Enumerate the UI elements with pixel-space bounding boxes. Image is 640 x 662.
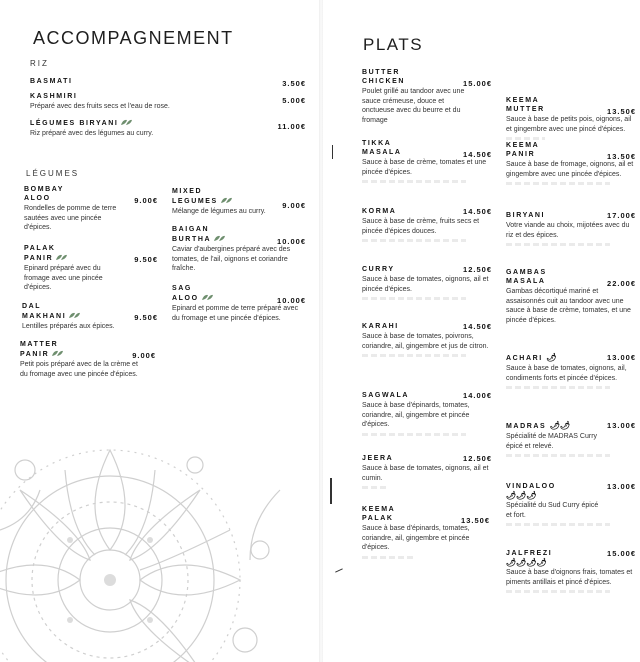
menu-item-korma: [362, 207, 492, 242]
legumes-heading: LÉGUMES: [26, 169, 80, 178]
faded-text: [362, 297, 466, 300]
accompagnement-title: ACCOMPAGNEMENT: [33, 28, 234, 48]
menu-item-achari: [506, 353, 636, 389]
decorative-stroke: [330, 478, 332, 504]
item-name: KEEMA: [362, 506, 396, 513]
item-price: 15.00€: [463, 79, 492, 88]
item-name: BASMATI: [30, 78, 73, 85]
item-price: 14.00€: [463, 391, 492, 400]
plats-title: PLATS: [363, 35, 424, 54]
item-description: Petit pois préparé avec de la crème et du fromage avec une pincée d'épices.: [20, 361, 138, 378]
item-name: KEEMA: [506, 97, 540, 104]
item-price: 13.50€: [607, 107, 636, 116]
item-name-2: PANIR: [506, 151, 536, 158]
leaf-icon: [51, 349, 64, 357]
faded-text: [362, 433, 466, 436]
item-price: 14.50€: [463, 207, 492, 216]
item-name-2: BURTHA: [172, 236, 212, 243]
menu-item-jeera: [362, 454, 492, 489]
item-description: Rondelles de pomme de terre sautées avec une pincée d'épices.: [24, 205, 117, 231]
item-name-2: PANIR: [24, 255, 54, 262]
item-name: MIXED: [172, 188, 203, 195]
chili-icon: 🌶: [546, 353, 557, 362]
item-price: 17.00€: [607, 211, 636, 220]
item-name: JALFREZI: [506, 550, 553, 557]
item-name: CURRY: [362, 266, 395, 273]
item-description: Riz préparé avec des légumes au curry.: [30, 130, 154, 137]
menu-item-curry: [362, 265, 492, 300]
item-name-2: CHICKEN: [362, 78, 406, 85]
item-description: Mélange de légumes au curry.: [172, 208, 266, 215]
leaf-icon: [68, 311, 81, 319]
menu-item-baigan-burtha: [172, 225, 306, 274]
menu-item-mixed-legumes: [172, 187, 306, 217]
item-price: 12.50€: [463, 454, 492, 463]
faded-text: [506, 454, 610, 457]
item-description: Sauce à base de tomates, oignons, ail et pincée d'épices.: [362, 276, 489, 293]
item-description: Spécialité de MADRAS Curry épicé et relevé.: [506, 433, 598, 450]
item-price: 9.50€: [134, 255, 158, 264]
faded-text: [506, 182, 610, 185]
item-description: Lentilles préparés aux épices.: [22, 323, 115, 330]
item-name: BAIGAN: [172, 226, 210, 233]
item-description: Votre viande au choix, mijotées avec du riz et des épices.: [506, 222, 630, 239]
item-price: 9.00€: [132, 351, 156, 360]
item-description: Sauce à base de crème, tomates et une pincée d'épices.: [362, 159, 487, 176]
leaf-icon: [220, 196, 233, 204]
item-price: 13.00€: [607, 353, 636, 362]
menu-item-karahi: [362, 322, 492, 357]
item-price: 14.50€: [463, 150, 492, 159]
item-price: 9.00€: [134, 196, 158, 205]
item-price: 11.00€: [277, 122, 306, 131]
item-description: Sauce à base de tomates, oignons, ail, condiments forts et pincée d'épices.: [506, 365, 627, 382]
menu-item-kashmiri: [30, 92, 306, 112]
item-name: LÉGUMES BIRYANI: [30, 120, 119, 127]
item-name: KEEMA: [506, 142, 540, 149]
item-description: Sauce à base de tomates, poivrons, coriandre, ail, gingembre et jus de citron.: [362, 333, 489, 350]
item-description: Sauce à base d'oignons frais, tomates et piments antillais et pincé d'épices.: [506, 569, 633, 586]
item-price: 5.00€: [282, 96, 306, 105]
menu-item-gambas-masala: [506, 268, 636, 325]
faded-text: [506, 523, 610, 526]
item-description: Sauce à base de petits pois, oignons, ail et gingembre avec une pincé d'épices.: [506, 116, 632, 133]
leaf-icon: [120, 118, 133, 126]
decorative-stroke: [335, 568, 343, 572]
right-page: [320, 0, 640, 662]
item-price: 15.00€: [607, 549, 636, 558]
item-name: ACHARI: [506, 355, 543, 362]
menu-item-madras: [506, 421, 636, 457]
item-name-2: ALOO: [172, 295, 199, 302]
item-price: 12.50€: [463, 265, 492, 274]
menu-item-keema-mutter: [506, 96, 636, 140]
item-name: SAGWALA: [362, 392, 409, 399]
faded-text: [362, 486, 388, 489]
menu-item-palak-panir: [24, 244, 158, 293]
item-name: PALAK: [24, 245, 56, 252]
item-name: VINDALOO: [506, 483, 556, 490]
chili-icon: 🌶🌶🌶: [506, 491, 537, 500]
item-description: Sauce à base d'épinards, tomates, coriandre, ail, gingembre et pincée d'épices.: [362, 525, 470, 551]
menu-item-bombay-aloo: [24, 185, 158, 233]
item-price: 9.50€: [134, 313, 158, 322]
item-price: 13.50€: [461, 516, 490, 525]
item-name: BUTTER: [362, 69, 400, 76]
riz-heading: RIZ: [30, 59, 49, 68]
item-name: BOMBAY: [24, 186, 65, 193]
menu-item-matter-panir: [20, 340, 156, 379]
item-description: Caviar d'aubergines préparé avec des tomates, de l'ail, oignons et coriandre fraîche.: [172, 246, 291, 272]
item-name: BIRYANI: [506, 212, 546, 219]
menu-item-tikka-masala: [362, 139, 492, 183]
item-name: KORMA: [362, 208, 397, 215]
item-description: Sauce à base d'épinards, tomates, coriandre, ail, gingembre et pincée d'épices.: [362, 402, 470, 428]
faded-text: [362, 354, 466, 357]
item-price: 13.00€: [607, 421, 636, 430]
chili-icon: 🌶🌶: [549, 421, 571, 430]
item-price: 22.00€: [607, 279, 636, 288]
menu-item-legumes-biryani: [30, 118, 306, 139]
menu-item-dal-makhani: [22, 302, 158, 332]
menu-item-butter-chicken: [362, 68, 492, 125]
leaf-icon: [55, 253, 68, 261]
chili-icon: 🌶🌶🌶🌶: [506, 558, 547, 567]
item-name-2: ALOO: [24, 195, 51, 202]
menu-item-keema-palak: [362, 505, 490, 559]
item-name: TIKKA: [362, 140, 392, 147]
item-name-2: PALAK: [362, 515, 394, 522]
leaf-icon: [213, 234, 226, 242]
mandala-decoration: [0, 430, 300, 662]
item-price: 14.50€: [463, 322, 492, 331]
item-name: KARAHI: [362, 323, 399, 330]
item-price: 9.00€: [282, 201, 306, 210]
item-description: Sauce à base de tomates, oignons, ail et cumin.: [362, 465, 489, 482]
item-name: MADRAS: [506, 423, 547, 430]
item-description: Sauce à base de crème, fruits secs et pincée d'épices douces.: [362, 218, 480, 235]
menu-item-biryani: [506, 211, 636, 246]
item-name: JEERA: [362, 455, 394, 462]
item-name-2: MASALA: [506, 278, 546, 285]
item-name-2: MASALA: [362, 149, 402, 156]
item-description: Gambas décortiqué mariné et assaisonnés cuit au tandoor avec une sauce à base de crème, tomates, et une pincée d'épices.: [506, 288, 631, 324]
item-name: DAL: [22, 303, 42, 310]
item-name: SAG: [172, 285, 192, 292]
faded-text: [362, 239, 466, 242]
menu-item-basmati: [30, 77, 306, 86]
item-description: Epinard préparé avec du fromage avec une pincée d'épices.: [24, 265, 103, 291]
faded-text: [506, 243, 610, 246]
item-name-2: PANIR: [20, 351, 50, 358]
item-name: KASHMIRI: [30, 93, 78, 100]
item-price: 10.00€: [277, 237, 306, 246]
item-price: 13.00€: [607, 482, 636, 491]
item-price: 10.00€: [277, 296, 306, 305]
faded-text: [362, 556, 413, 559]
item-price: 13.50€: [607, 152, 636, 161]
menu-item-keema-panir: [506, 141, 636, 185]
item-name: GAMBAS: [506, 269, 547, 276]
faded-text: [506, 386, 610, 389]
item-name: MATTER: [20, 341, 59, 348]
menu-item-sag-aloo: [172, 284, 306, 323]
item-description: Sauce à base de fromage, oignons, ail et gingembre avec une pincée d'épices.: [506, 161, 634, 178]
item-description: Epinard et pomme de terre préparé avec du fromage et une pincée d'épices.: [172, 305, 299, 322]
faded-text: [362, 180, 466, 183]
faded-text: [506, 137, 545, 140]
menu-item-sagwala: [362, 391, 492, 436]
faded-text: [506, 590, 610, 593]
item-name-2: MAKHANI: [22, 313, 67, 320]
decorative-stroke: [332, 145, 333, 159]
menu-item-vindaloo: [506, 482, 636, 526]
item-price: 3.50€: [282, 79, 306, 88]
item-description: Poulet grillé au tandoor avec une sauce crémeuse, douce et onctueuse avec du beurre et du fromage: [362, 88, 465, 124]
item-description: Préparé avec des fruits secs et l'eau de rose.: [30, 103, 170, 110]
leaf-icon: [201, 293, 214, 301]
item-description: Spécialité du Sud Curry épicé et fort.: [506, 502, 599, 519]
menu-item-jalfrezi: [506, 549, 636, 593]
item-name-2: MUTTER: [506, 106, 545, 113]
item-name-2: LEGUMES: [172, 198, 218, 205]
